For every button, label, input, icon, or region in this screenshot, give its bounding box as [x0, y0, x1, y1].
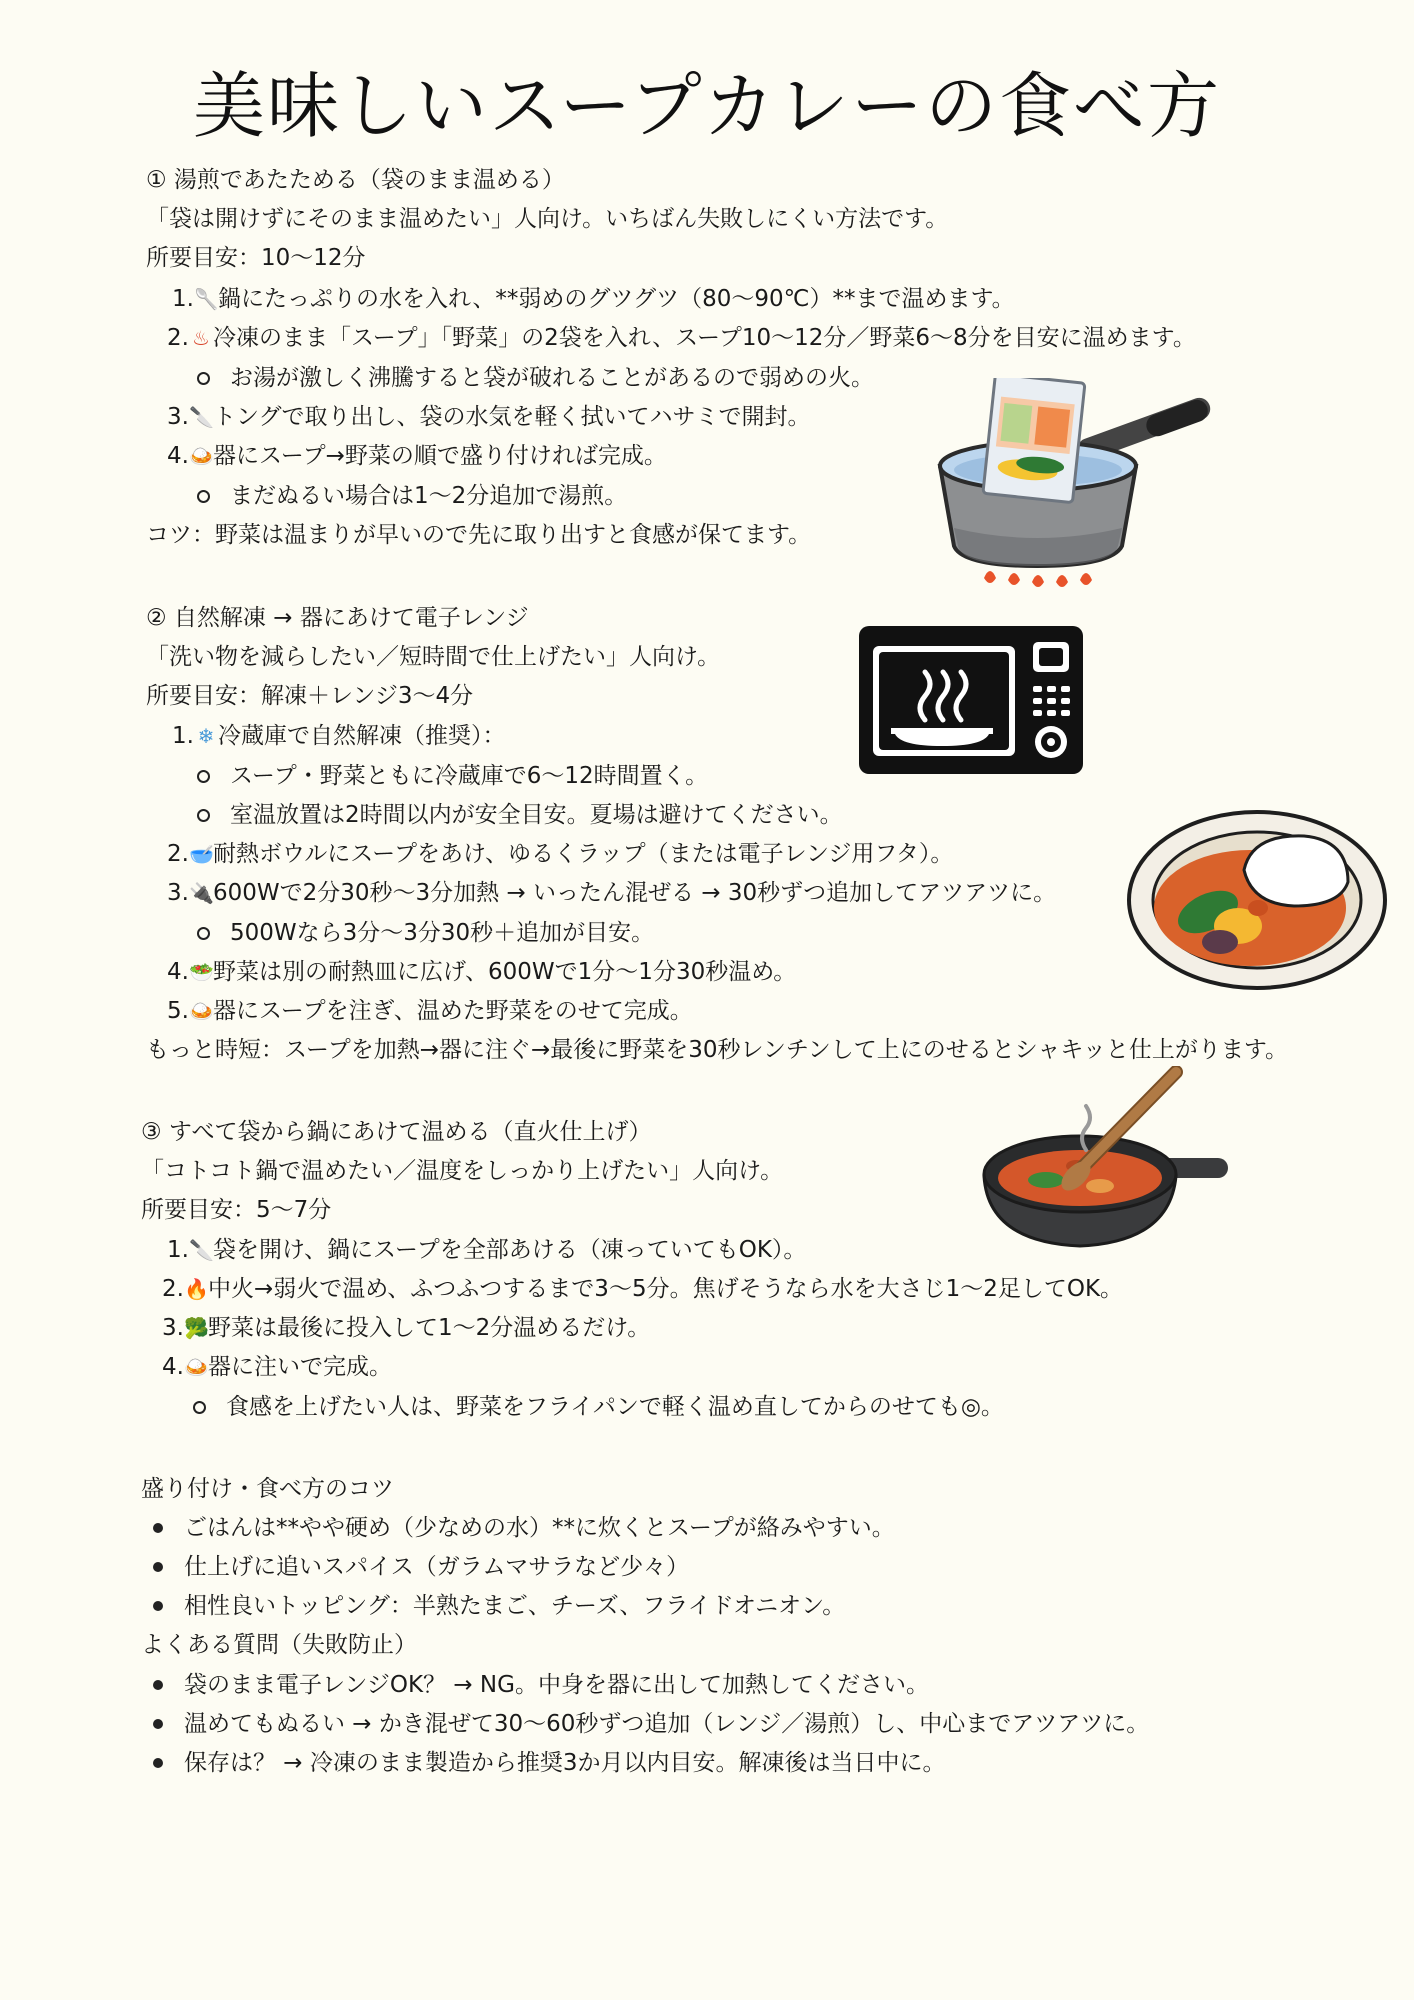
- section2-step-3-note: 500Wなら3分〜3分30秒＋追加が目安。: [230, 920, 655, 946]
- section1-time: 所要目安：10〜12分: [146, 245, 366, 271]
- sub-bullet: [197, 770, 210, 783]
- section2-step-1-note-b: 室温放置は2時間以内が安全目安。夏場は避けてください。: [230, 802, 843, 828]
- saucepan-illustration: [932, 378, 1232, 608]
- bowl-icon: 🥣: [188, 842, 214, 866]
- sub-bullet: [197, 809, 210, 822]
- step-text: 器に注いで完成。: [207, 1354, 392, 1380]
- soup-curry-plate-illustration: [1126, 808, 1388, 992]
- tips-item: 相性良いトッピング：半熟たまご、チーズ、フライドオニオン。: [184, 1593, 846, 1619]
- section2-tip: もっと時短：スープを加熱→器に注ぐ→最後に野菜を30秒レンチンして上にのせるとシャキッと仕上がります。: [146, 1037, 1289, 1063]
- section3-time: 所要目安：5〜7分: [141, 1197, 332, 1223]
- sub-bullet: [197, 372, 210, 385]
- section1-step-1: [172, 284, 1015, 314]
- faq-heading: よくある質問（失敗防止）: [141, 1632, 417, 1658]
- section2-step-4: [167, 957, 796, 987]
- plug-icon: 🔌: [188, 881, 214, 905]
- step-text: 耐熱ボウルにスープをあけ、ゆるくラップ（または電子レンジ用フタ）。: [212, 841, 954, 867]
- step-number: 4.: [167, 443, 189, 469]
- section1-step-4-note: まだぬるい場合は1〜2分追加で湯煎。: [230, 483, 628, 509]
- step-text: 野菜は別の耐熱皿に広げ、600Wで1分〜1分30秒温め。: [212, 959, 797, 985]
- faq-item: 温めてもぬるい → かき混ぜて30〜60秒ずつ追加（レンジ／湯煎）し、中心までアツアツに。: [184, 1711, 1150, 1737]
- bullet: [153, 1562, 163, 1572]
- section2-intro: 「洗い物を減らしたい／短時間で仕上げたい」人向け。: [146, 644, 721, 670]
- knife-icon: 🔪: [188, 1238, 214, 1262]
- step-text: 鍋にたっぷりの水を入れ、**弱めのグツグツ（80〜90℃）**まで温めます。: [217, 286, 1015, 312]
- step-text: 野菜は最後に投入して1〜2分温めるだけ。: [207, 1315, 651, 1341]
- step-number: 1.: [172, 723, 194, 749]
- faq-item: 保存は？ → 冷凍のまま製造から推奨3か月以内目安。解凍後は当日中に。: [184, 1750, 946, 1776]
- snowflake-icon: ❄: [197, 724, 215, 748]
- section2-step-1: [172, 721, 505, 751]
- bullet: [153, 1758, 163, 1768]
- microwave-illustration: [857, 624, 1085, 780]
- tips-item: 仕上げに追いスパイス（ガラムマサラなど少々）: [184, 1554, 690, 1580]
- step-number: 2.: [167, 325, 189, 351]
- sub-bullet: [193, 1401, 206, 1414]
- step-text: 器にスープ→野菜の順で盛り付ければ完成。: [212, 443, 667, 469]
- section1-tip: コツ：野菜は温まりが早いので先に取り出すと食感が保てます。: [146, 522, 812, 548]
- step-number: 2.: [162, 1276, 184, 1302]
- tips-item: ごはんは**やや硬め（少なめの水）**に炊くとスープが絡みやすい。: [184, 1515, 895, 1541]
- section1-heading: ① 湯煎であたためる（袋のまま温める）: [146, 167, 565, 193]
- section1-intro: 「袋は開けずにそのまま温めたい」人向け。いちばん失敗しにくい方法です。: [146, 206, 949, 232]
- pan-with-spoon-illustration: [980, 1066, 1230, 1256]
- section2-step-3: [167, 878, 1056, 908]
- section1-step-2: [167, 323, 1196, 353]
- faq-item: 袋のまま電子レンジOK？ → NG。中身を器に出して加熱してください。: [184, 1672, 929, 1698]
- knife-icon: 🔪: [188, 405, 214, 429]
- page-title: 美味しいスープカレーの食べ方: [192, 64, 1222, 148]
- section3-step-4: [162, 1352, 392, 1382]
- step-number: 3.: [167, 880, 189, 906]
- step-number: 5.: [167, 998, 189, 1024]
- section1-step-4: [167, 441, 667, 471]
- section3-intro: 「コトコト鍋で温めたい／温度をしっかり上げたい」人向け。: [141, 1158, 784, 1184]
- section2-heading: ② 自然解凍 → 器にあけて電子レンジ: [146, 605, 529, 631]
- broccoli-icon: 🥦: [183, 1316, 209, 1340]
- section2-step-5: [167, 996, 693, 1026]
- bullet: [153, 1523, 163, 1533]
- step-text: 中火→弱火で温め、ふつふつするまで3〜5分。焦げそうなら水を大さじ1〜2足してOK。: [207, 1276, 1124, 1302]
- step-text: 冷蔵庫で自然解凍（推奨）：: [217, 723, 506, 749]
- step-text: 袋を開け、鍋にスープを全部あける（凍っていてもOK）。: [212, 1237, 807, 1263]
- section3-heading: ③ すべて袋から鍋にあけて温める（直火仕上げ）: [141, 1119, 652, 1145]
- step-text: 冷凍のまま「スープ」「野菜」の2袋を入れ、スープ10〜12分／野菜6〜8分を目安に温めます。: [212, 325, 1196, 351]
- step-text: 600Wで2分30秒〜3分加熱 → いったん混ぜる → 30秒ずつ追加してアツアツに。: [212, 880, 1057, 906]
- curry-bowl-icon: 🍛: [188, 999, 214, 1023]
- step-number: 1.: [172, 286, 194, 312]
- section3-step-3: [162, 1313, 650, 1343]
- sub-bullet: [197, 490, 210, 503]
- step-number: 4.: [162, 1354, 184, 1380]
- step-number: 3.: [167, 404, 189, 430]
- section1-step-2-note: お湯が激しく沸騰すると袋が破れることがあるので弱めの火。: [230, 365, 874, 391]
- salad-icon: 🥗: [188, 960, 214, 984]
- bullet: [153, 1680, 163, 1690]
- step-number: 3.: [162, 1315, 184, 1341]
- step-number: 4.: [167, 959, 189, 985]
- bullet: [153, 1601, 163, 1611]
- step-number: 1.: [167, 1237, 189, 1263]
- sub-bullet: [197, 927, 210, 940]
- section1-step-3: [167, 402, 811, 432]
- step-number: 2.: [167, 841, 189, 867]
- section3-step-2: [162, 1274, 1123, 1304]
- bullet: [153, 1719, 163, 1729]
- step-text: 器にスープを注ぎ、温めた野菜をのせて完成。: [212, 998, 693, 1024]
- step-text: トングで取り出し、袋の水気を軽く拭いてハサミで開封。: [212, 404, 811, 430]
- section3-step-1: [167, 1235, 806, 1265]
- curry-bowl-icon: 🍛: [188, 444, 214, 468]
- fire-icon: 🔥: [183, 1277, 209, 1301]
- tips-heading: 盛り付け・食べ方のコツ: [141, 1476, 394, 1502]
- section2-time: 所要目安：解凍＋レンジ3〜4分: [146, 683, 474, 709]
- section2-step-2: [167, 839, 953, 869]
- section3-step-4-note: 食感を上げたい人は、野菜をフライパンで軽く温め直してからのせても◎。: [226, 1394, 1004, 1420]
- ladle-icon: 🥄: [193, 287, 219, 311]
- curry-bowl-icon: 🍛: [183, 1355, 209, 1379]
- hot-steam-icon: ♨: [191, 326, 210, 350]
- section2-step-1-note-a: スープ・野菜ともに冷蔵庫で6〜12時間置く。: [230, 763, 709, 789]
